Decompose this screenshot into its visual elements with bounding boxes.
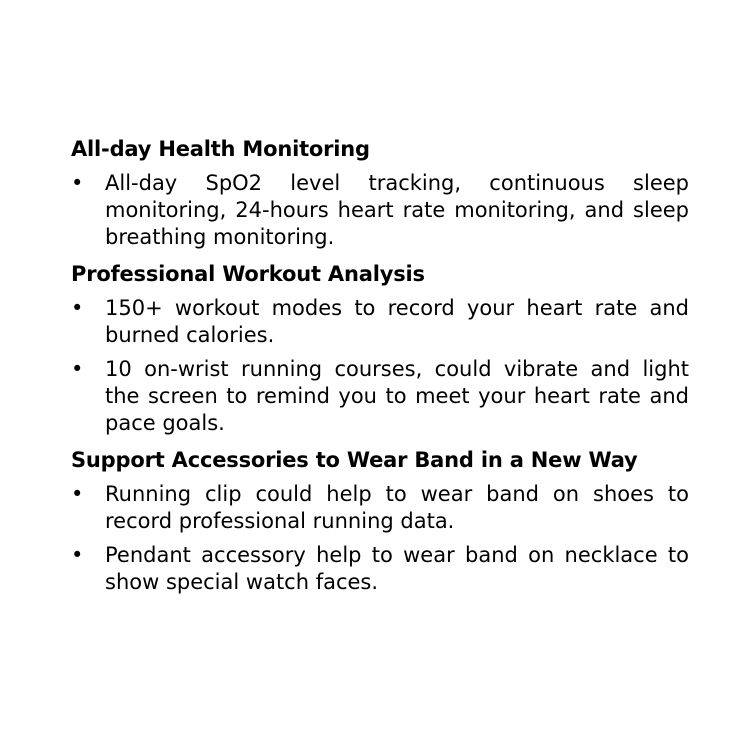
- list-item: [71, 356, 689, 437]
- bullet-text: Running clip could help to wear band on shoes to record professional running data.: [105, 482, 689, 533]
- accessories-list: [71, 481, 689, 596]
- list-item: [71, 481, 689, 535]
- bullet-icon: •: [71, 357, 84, 381]
- bullet-icon: •: [71, 543, 84, 567]
- list-item: [71, 295, 689, 349]
- workout-analysis-list: [71, 295, 689, 437]
- bullet-text: Pendant accessory help to wear band on necklace to show special watch faces.: [105, 543, 689, 594]
- section-title-health-monitoring: All-day Health Monitoring: [71, 137, 370, 161]
- bullet-icon: •: [71, 171, 84, 195]
- bullet-text: All-day SpO2 level tracking, continuous sleep monitoring, 24-hours heart rate monitoring, and sleep breathing monitoring.: [105, 171, 689, 249]
- feature-document: [71, 136, 689, 602]
- section-title-workout-analysis: Professional Workout Analysis: [71, 262, 425, 286]
- bullet-icon: •: [71, 296, 84, 320]
- list-item: [71, 170, 689, 251]
- bullet-text: 10 on-wrist running courses, could vibrate and light the screen to remind you to meet your heart rate and pace goals.: [105, 357, 689, 435]
- health-monitoring-list: [71, 170, 689, 251]
- section-title-accessories: Support Accessories to Wear Band in a New Way: [71, 448, 638, 472]
- bullet-icon: •: [71, 482, 84, 506]
- list-item: [71, 542, 689, 596]
- bullet-text: 150+ workout modes to record your heart rate and burned calories.: [105, 296, 689, 347]
